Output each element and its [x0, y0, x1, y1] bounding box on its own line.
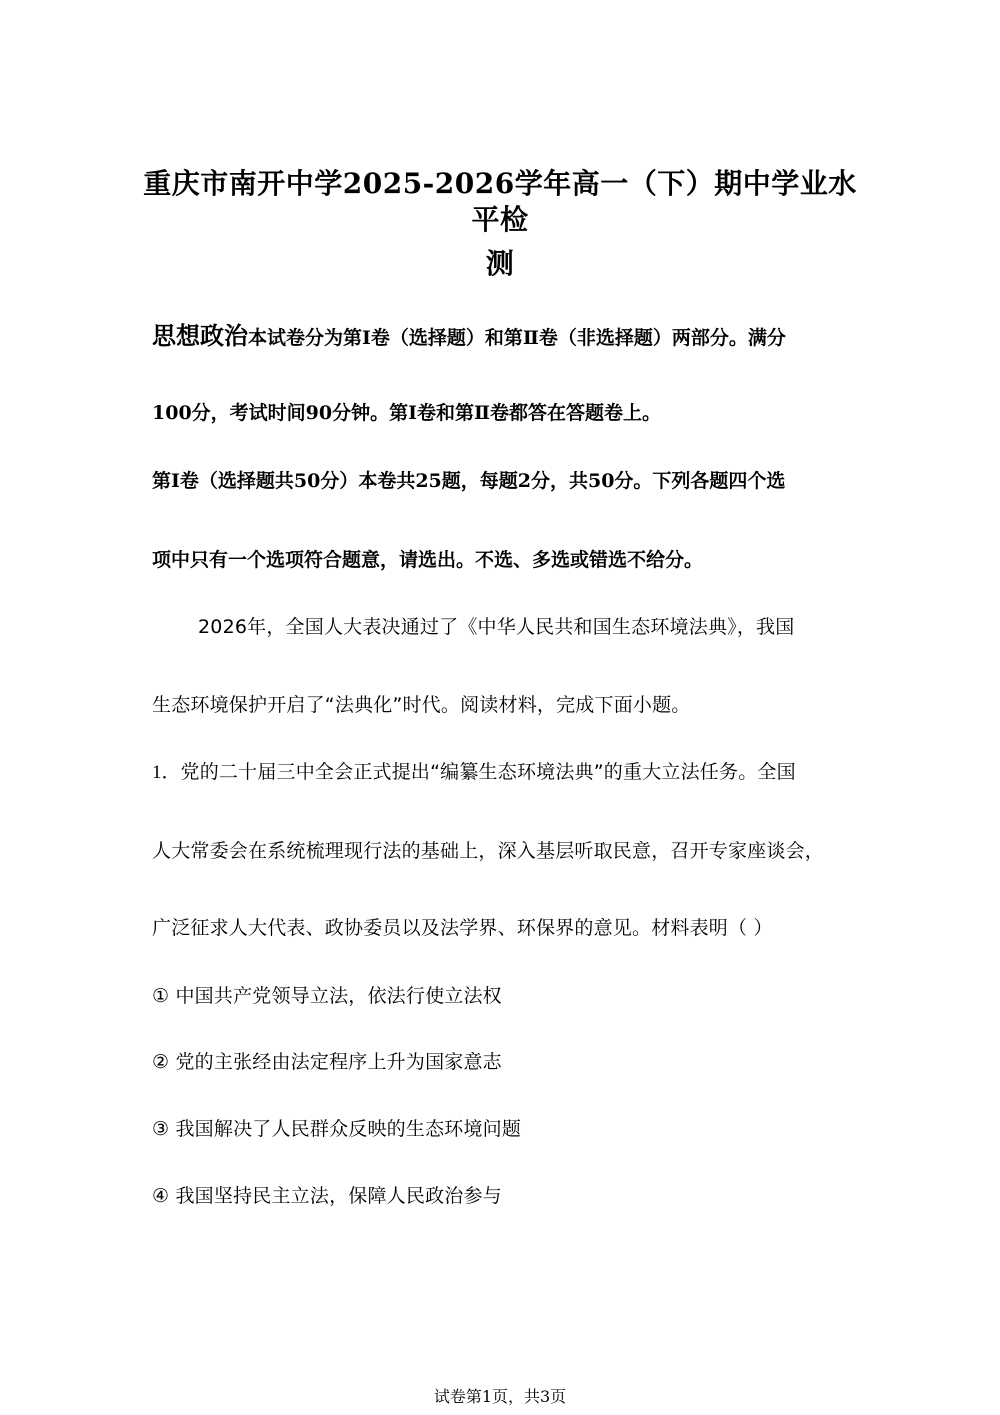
instructions-line-2: 100分，考试时间90分钟。第Ⅰ卷和第Ⅱ卷都答在答题卷上。 — [152, 402, 662, 424]
exam-title-line-2: 测 — [485, 247, 515, 280]
option-2: ② 党的主张经由法定程序上升为国家意志 — [152, 1051, 502, 1073]
question-number: 1． — [152, 762, 181, 783]
option-4: ④ 我国坚持民主立法，保障人民政治参与 — [152, 1185, 502, 1207]
section-line-1: 第Ⅰ卷（选择题共50分）本卷共25题，每题2分，共50分。下列各题四个选 — [152, 470, 786, 492]
instructions-line-1 — [152, 318, 852, 357]
option-1: ① 中国共产党领导立法，依法行使立法权 — [152, 985, 502, 1007]
question-1-text-1: 党的二十届三中全会正式提出“编纂生态环境法典”的重大立法任务。全国 — [180, 761, 796, 783]
option-3: ③ 我国解决了人民群众反映的生态环境问题 — [152, 1118, 522, 1140]
page-footer: 试卷第1页，共3页 — [433, 1387, 567, 1406]
question-1-line-3: 广泛征求人大代表、政协委员以及法学界、环保界的意见。材料表明（ ） — [152, 917, 773, 939]
question-1-line-1 — [152, 757, 852, 788]
exam-title-line-1: 重庆市南开中学2025-2026学年高一（下）期中学业水平检 — [143, 167, 857, 236]
section-line-2: 项中只有一个选项符合题意，请选出。不选、多选或错选不给分。 — [152, 549, 704, 571]
subject-label: 思想政治 — [152, 321, 248, 350]
material-line-1: 2026年，全国人大表决通过了《中华人民共和国生态环境法典》，我国 — [198, 616, 795, 638]
question-1-line-2: 人大常委会在系统梳理现行法的基础上，深入基层听取民意，召开专家座谈会， — [152, 840, 825, 862]
material-line-2: 生态环境保护开启了“法典化”时代。阅读材料，完成下面小题。 — [152, 694, 691, 716]
instructions-text-1: 本试卷分为第Ⅰ卷（选择题）和第Ⅱ卷（非选择题）两部分。满分 — [248, 327, 786, 349]
